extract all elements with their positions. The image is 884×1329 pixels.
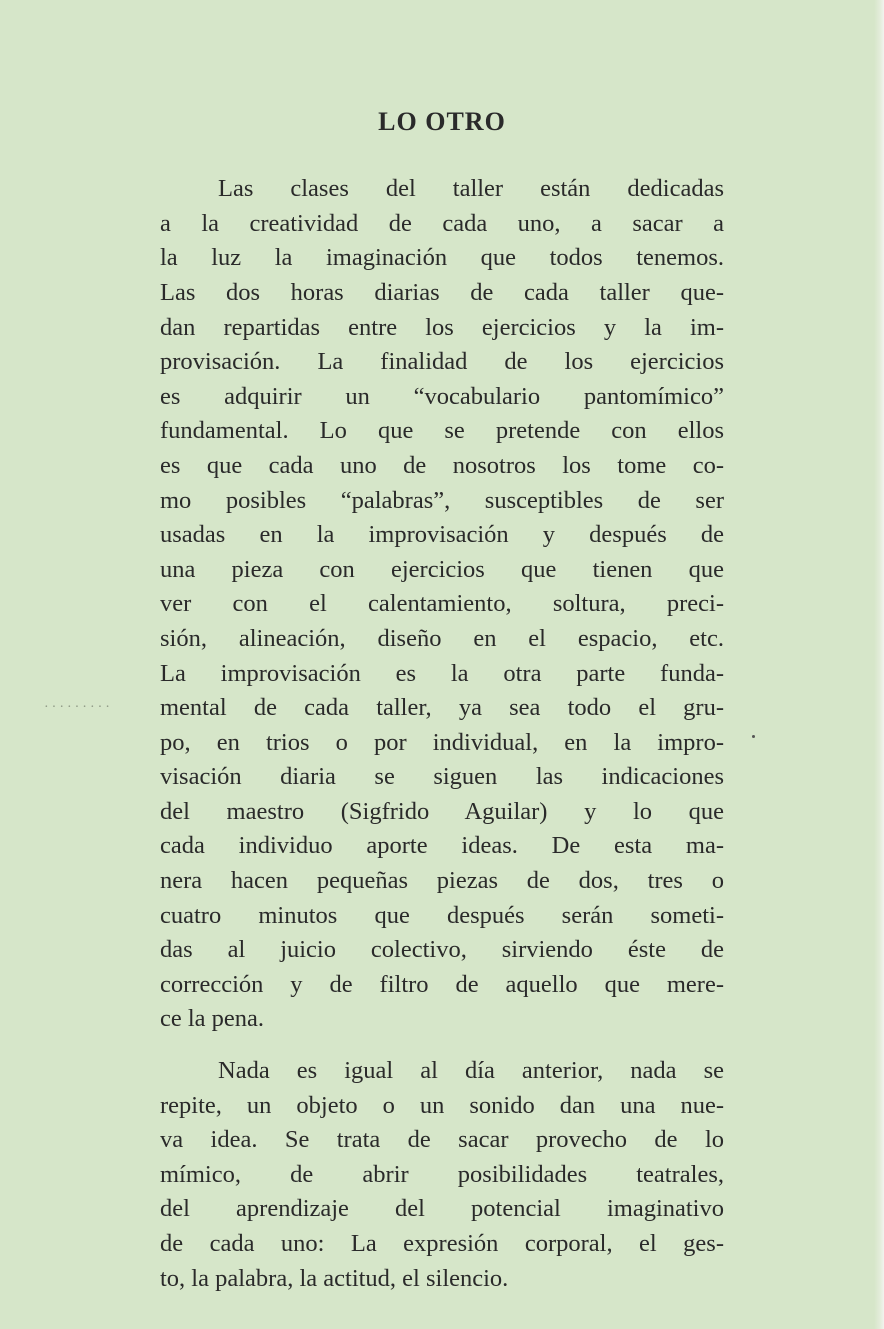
text-line: a la creatividad de cada uno, a sacar a bbox=[160, 209, 724, 237]
text-line: es que cada uno de nosotros los tome co- bbox=[160, 451, 724, 479]
text-line: es adquirir un “vocabulario pantomímico” bbox=[160, 382, 724, 410]
text-line: una pieza con ejercicios que tienen que bbox=[160, 555, 724, 583]
text-line: Las dos horas diarias de cada taller que- bbox=[160, 278, 724, 306]
text-line: dan repartidas entre los ejercicios y la im- bbox=[160, 313, 724, 341]
text-line: cada individuo aporte ideas. De esta ma- bbox=[160, 832, 724, 860]
margin-dots-decoration: ········· bbox=[44, 700, 113, 715]
text-line: cuatro minutos que después serán someti- bbox=[160, 901, 724, 929]
paragraph bbox=[160, 1054, 724, 1296]
stray-ink-dot bbox=[752, 735, 755, 738]
text-line: usadas en la improvisación y después de bbox=[160, 521, 724, 549]
text-line: po, en trios o por individual, en la impro- bbox=[160, 728, 724, 756]
text-line: va idea. Se trata de sacar provecho de lo bbox=[160, 1126, 724, 1154]
text-line: mímico, de abrir posibilidades teatrales, bbox=[160, 1160, 724, 1188]
text-line: das al juicio colectivo, sirviendo éste de bbox=[160, 936, 724, 964]
text-line: to, la palabra, la actitud, el silencio. bbox=[160, 1264, 509, 1292]
text-line: La improvisación es la otra parte funda- bbox=[160, 659, 724, 687]
text-line: Las clases del taller están dedicadas bbox=[218, 175, 724, 203]
text-line: del maestro (Sigfrido Aguilar) y lo que bbox=[160, 797, 724, 825]
text-line: provisación. La finalidad de los ejercicios bbox=[160, 348, 724, 376]
text-line: fundamental. Lo que se pretende con ellos bbox=[160, 417, 724, 445]
text-line: corrección y de filtro de aquello que mere- bbox=[160, 970, 724, 998]
text-line: mental de cada taller, ya sea todo el gru- bbox=[160, 694, 724, 722]
text-line: nera hacen pequeñas piezas de dos, tres o bbox=[160, 867, 724, 895]
paragraph bbox=[160, 172, 724, 1037]
text-line: Nada es igual al día anterior, nada se bbox=[218, 1057, 724, 1085]
page-title: LO OTRO bbox=[378, 107, 506, 136]
text-line: ce la pena. bbox=[160, 1005, 265, 1033]
text-line: visación diaria se siguen las indicaciones bbox=[160, 763, 724, 791]
body-text bbox=[160, 172, 724, 1296]
text-line: sión, alineación, diseño en el espacio, etc. bbox=[160, 624, 724, 652]
page-edge-shadow bbox=[874, 0, 884, 1329]
text-line: ver con el calentamiento, soltura, preci- bbox=[160, 590, 724, 618]
document-page bbox=[160, 100, 724, 1296]
text-line: la luz la imaginación que todos tenemos. bbox=[160, 244, 724, 272]
text-line: mo posibles “palabras”, susceptibles de ser bbox=[160, 486, 724, 514]
text-line: del aprendizaje del potencial imaginativo bbox=[160, 1195, 724, 1223]
text-line: repite, un objeto o un sonido dan una nue- bbox=[160, 1091, 724, 1119]
text-line: de cada uno: La expresión corporal, el ges- bbox=[160, 1230, 724, 1257]
